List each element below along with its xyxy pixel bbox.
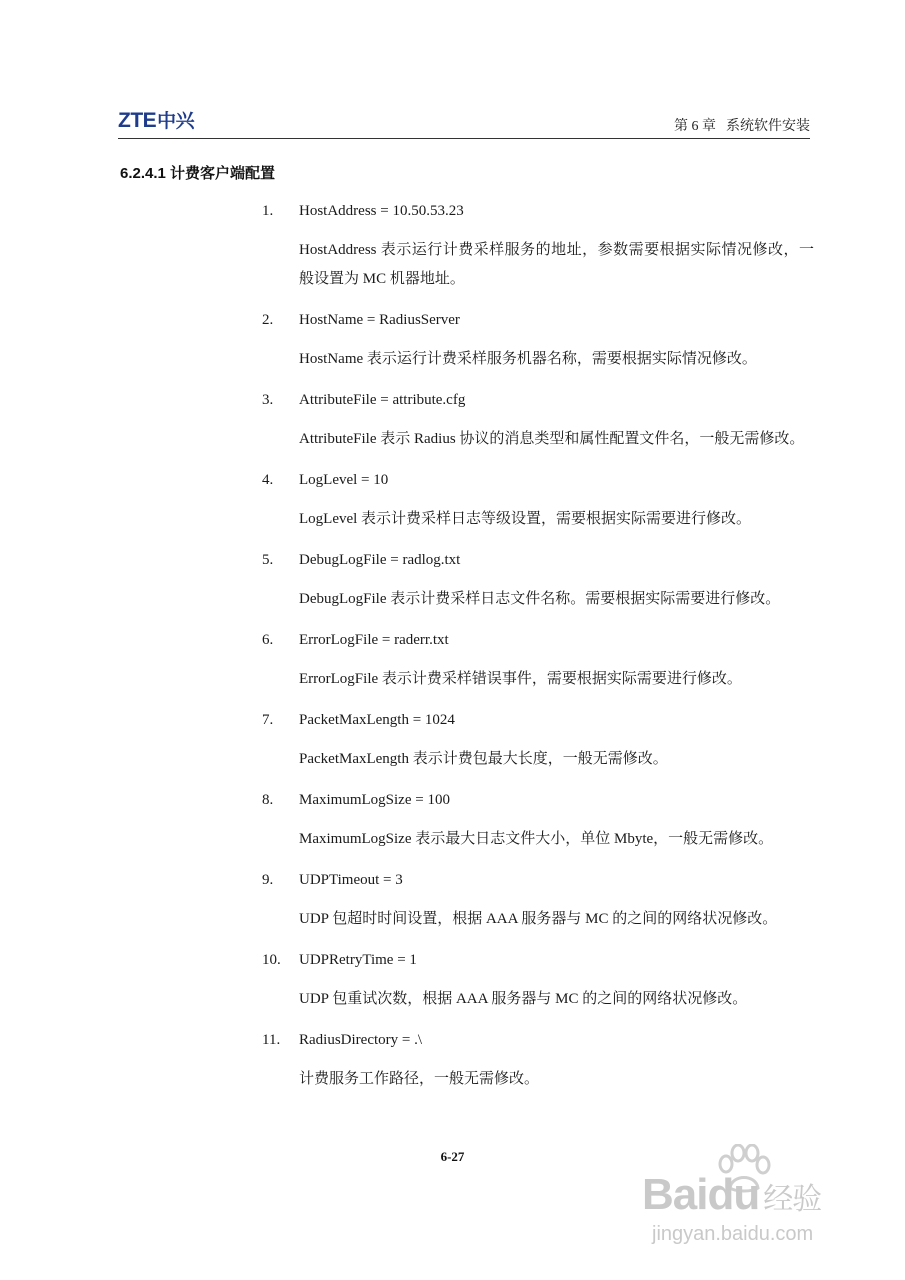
list-item <box>258 469 814 534</box>
baidu-jingyan-watermark <box>640 1140 870 1260</box>
list-item <box>258 389 814 454</box>
watermark-url: jingyan.baidu.com <box>652 1223 814 1245</box>
zte-logo <box>118 109 194 133</box>
chapter-title: 系统软件安装 <box>726 119 810 134</box>
list-item <box>258 709 814 774</box>
watermark-brand-cn: 经验 <box>763 1183 822 1216</box>
item-description: HostAddress 表示运行计费采样服务的地址，参数需要根据实际情况修改，一般设置为 MC 机器地址。 <box>299 242 814 287</box>
item-description: DebugLogFile 表示计费采样日志文件名称。需要根据实际需要进行修改。 <box>299 591 781 607</box>
item-setting: MaximumLogSize = 100 <box>299 792 450 808</box>
item-description: UDP 包超时时间设置，根据 AAA 服务器与 MC 的之间的网络状况修改。 <box>299 911 778 927</box>
logo-cn: 中兴 <box>157 110 195 132</box>
item-number: 10. <box>262 952 281 968</box>
item-setting: HostName = RadiusServer <box>299 312 460 328</box>
item-description: LogLevel 表示计费采样日志等级设置，需要根据实际需要进行修改。 <box>299 511 752 527</box>
list-item <box>258 549 814 614</box>
item-number: 3. <box>262 392 274 408</box>
item-description: MaximumLogSize 表示最大日志文件大小，单位 Mbyte，一般无需修改。 <box>299 831 774 847</box>
chapter-number: 第 6 章 <box>674 119 716 134</box>
item-description: UDP 包重试次数，根据 AAA 服务器与 MC 的之间的网络状况修改。 <box>299 991 748 1007</box>
list-item <box>258 629 814 694</box>
item-number: 2. <box>262 312 274 328</box>
item-description: PacketMaxLength 表示计费包最大长度，一般无需修改。 <box>299 751 668 767</box>
item-number: 4. <box>262 472 274 488</box>
item-description: ErrorLogFile 表示计费采样错误事件，需要根据实际需要进行修改。 <box>299 671 742 687</box>
item-setting: RadiusDirectory = .\ <box>299 1032 423 1048</box>
item-description: AttributeFile 表示 Radius 协议的消息类型和属性配置文件名，一般无需修改。 <box>299 431 805 447</box>
item-description: 计费服务工作路径，一般无需修改。 <box>299 1071 540 1087</box>
item-setting: PacketMaxLength = 1024 <box>299 712 455 728</box>
item-setting: UDPRetryTime = 1 <box>299 952 417 968</box>
item-number: 6. <box>262 632 274 648</box>
item-number: 8. <box>262 792 274 808</box>
item-number: 11. <box>262 1032 281 1048</box>
header-rule <box>118 138 810 139</box>
item-setting: AttributeFile = attribute.cfg <box>299 392 466 408</box>
item-number: 7. <box>262 712 274 728</box>
item-setting: ErrorLogFile = raderr.txt <box>299 632 449 648</box>
item-number: 5. <box>262 552 274 568</box>
item-number: 1. <box>262 203 274 219</box>
watermark-brand-latin: Baidu <box>642 1170 760 1219</box>
list-item <box>258 309 814 374</box>
item-setting: HostAddress = 10.50.53.23 <box>299 203 464 219</box>
item-setting: LogLevel = 10 <box>299 472 389 488</box>
config-parameter-list <box>258 200 814 1094</box>
chapter-heading <box>674 118 810 136</box>
item-number: 9. <box>262 872 274 888</box>
list-item <box>258 869 814 934</box>
item-setting: DebugLogFile = radlog.txt <box>299 552 461 568</box>
list-item <box>258 949 814 1014</box>
item-setting: UDPTimeout = 3 <box>299 872 403 888</box>
watermark-brand <box>642 1170 821 1225</box>
item-description: HostName 表示运行计费采样服务机器名称，需要根据实际情况修改。 <box>299 351 757 367</box>
list-item <box>258 200 814 294</box>
page-number: 6-27 <box>440 1149 465 1164</box>
list-item <box>258 789 814 854</box>
list-item <box>258 1029 814 1094</box>
section-title: 6.2.4.1 计费客户端配置 <box>120 165 276 182</box>
logo-latin: ZTE <box>118 109 157 132</box>
